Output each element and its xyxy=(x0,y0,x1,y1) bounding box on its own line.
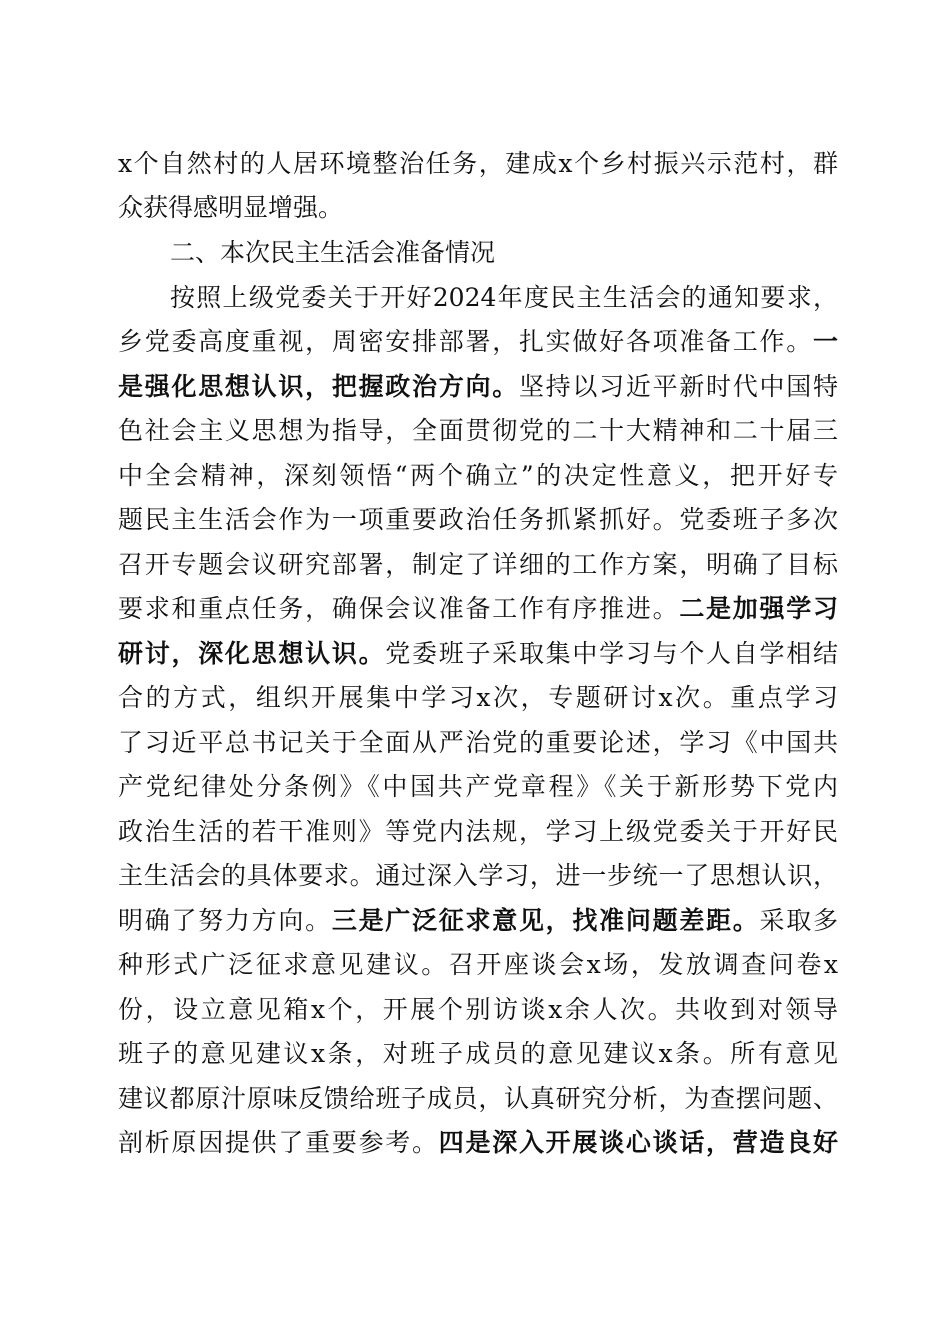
text-line xyxy=(118,632,838,676)
text-run: 剖析原因提供了重要参考。 xyxy=(118,1128,439,1157)
text-run: 乡党委高度重视，周密安排部署，扎实做好各项准备工作。 xyxy=(118,327,813,356)
text-line: 建议都原汁原味反馈给班子成员，认真研究分析，为查摆问题、 xyxy=(118,1084,838,1113)
text-line: 众获得感明显增强。 xyxy=(118,193,344,222)
paragraph-first-line: 按照上级党委关于开好2024年度民主生活会的通知要求， xyxy=(170,283,838,312)
bold-run: 是强化思想认识，把握政治方向。 xyxy=(118,372,519,401)
text-run: 采取多 xyxy=(759,906,838,935)
text-line xyxy=(118,365,838,409)
bold-run: 二是加强学习 xyxy=(679,594,838,623)
text-line: 政治生活的若干准则》等党内法规，学习上级党委关于开好民 xyxy=(118,817,838,846)
text-line: 班子的意见建议x条，对班子成员的意见建议x条。所有意见 xyxy=(118,1039,838,1068)
text-run: 党委班子采取集中学习与个人自学相结 xyxy=(385,639,838,668)
text-line: 题民主生活会作为一项重要政治任务抓紧抓好。党委班子多次 xyxy=(118,505,838,534)
text-run: 要求和重点任务，确保会议准备工作有序推进。 xyxy=(118,594,680,623)
section-heading: 二、本次民主生活会准备情况 xyxy=(170,238,496,267)
bold-run: 四是深入开展谈心谈话，营造良好 xyxy=(438,1128,838,1157)
text-line: 产党纪律处分条例》《中国共产党章程》《关于新形势下党内 xyxy=(118,772,838,801)
text-line: 色社会主义思想为指导，全面贯彻党的二十大精神和二十届三 xyxy=(118,416,838,445)
text-line: x个自然村的人居环境整治任务，建成x个乡村振兴示范村，群 xyxy=(118,149,838,178)
text-line: 召开专题会议研究部署，制定了详细的工作方案，明确了目标 xyxy=(118,550,838,579)
text-line xyxy=(118,587,838,631)
bold-run: 三是广泛征求意见，找准问题差距。 xyxy=(331,906,760,935)
text-run: 坚持以习近平新时代中国特 xyxy=(518,372,838,401)
text-line: 了习近平总书记关于全面从严治党的重要论述，学习《中国共 xyxy=(118,728,838,757)
text-line: 中全会精神，深刻领悟“两个确立”的决定性意义，把开好专 xyxy=(118,461,838,490)
text-line xyxy=(118,899,838,943)
bold-run: 一 xyxy=(812,327,838,356)
text-line: 种形式广泛征求意见建议。召开座谈会x场，发放调查问卷x xyxy=(118,950,838,979)
bold-run: 研讨，深化思想认识。 xyxy=(118,639,386,668)
text-run: 明确了努力方向。 xyxy=(118,906,332,935)
text-line xyxy=(118,1121,838,1165)
text-line: 份，设立意见箱x个，开展个别访谈x余人次。共收到对领导 xyxy=(118,995,838,1024)
text-line xyxy=(118,320,838,364)
text-line: 主生活会的具体要求。通过深入学习，进一步统一了思想认识， xyxy=(118,861,838,890)
text-line: 合的方式，组织开展集中学习x次，专题研讨x次。重点学习 xyxy=(118,683,838,712)
